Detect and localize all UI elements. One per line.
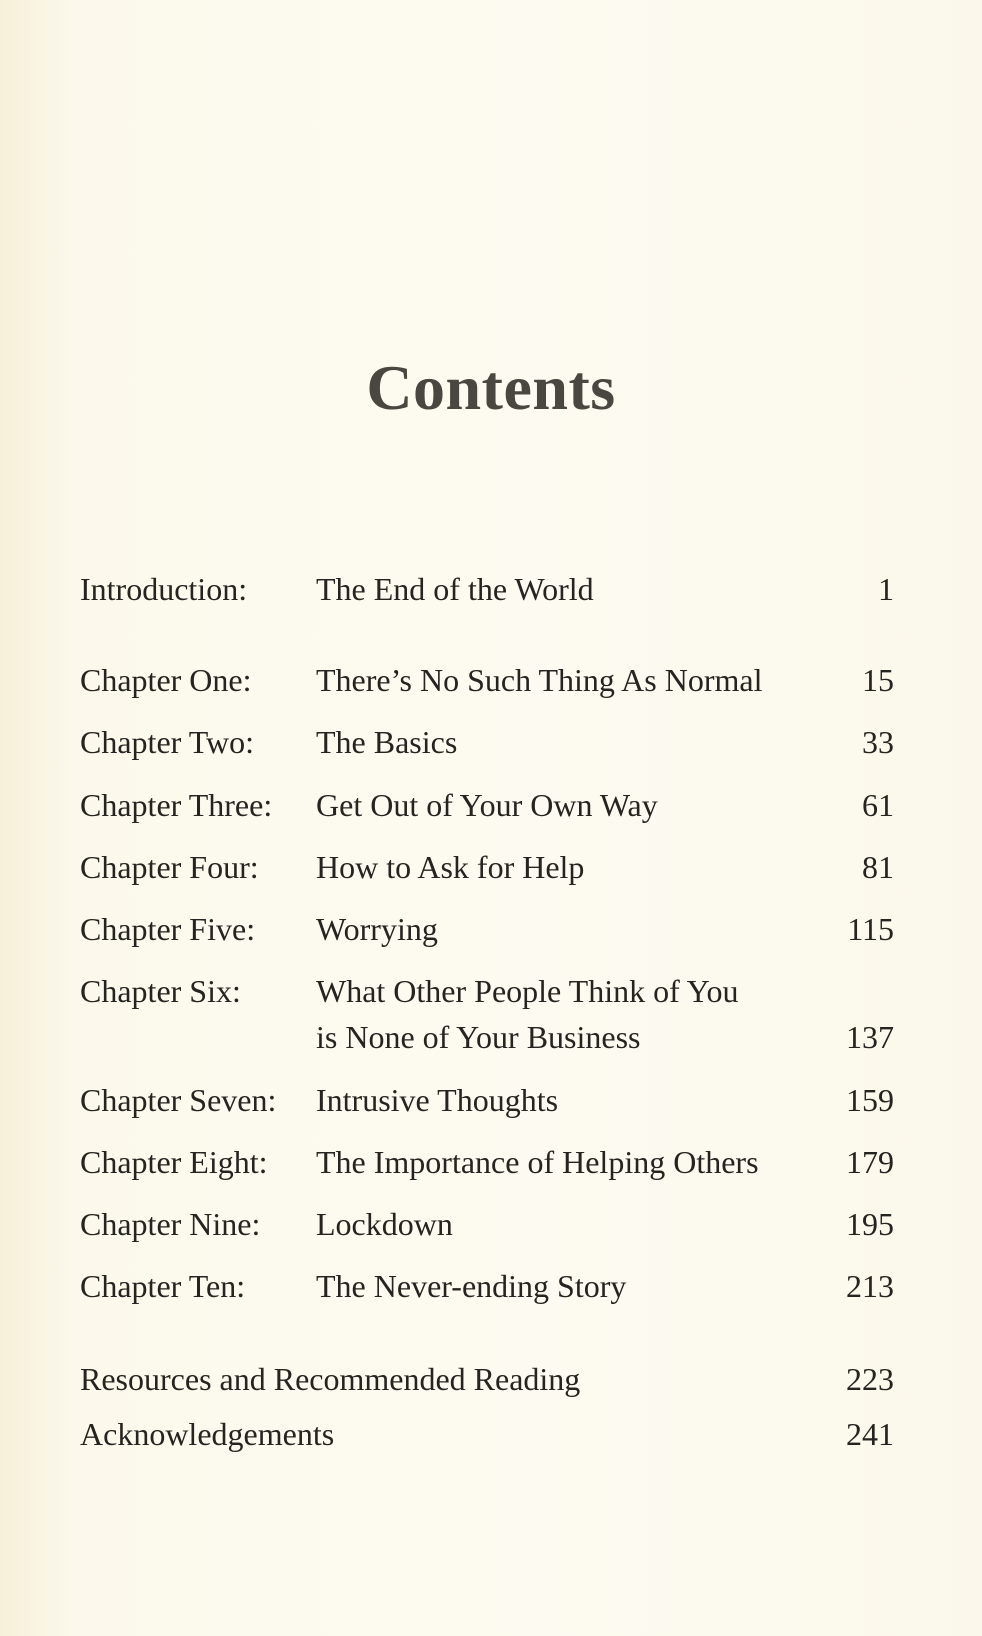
toc-page-number: 159 bbox=[846, 1082, 894, 1118]
toc-title: The End of the World bbox=[316, 571, 594, 607]
toc-page-number: 223 bbox=[846, 1361, 894, 1397]
toc-page-number: 241 bbox=[846, 1416, 894, 1452]
toc-label: Chapter Two: bbox=[80, 724, 255, 760]
toc-title: Lockdown bbox=[316, 1206, 453, 1242]
toc-title: The Never-ending Story bbox=[316, 1268, 627, 1304]
toc-label: Chapter Nine: bbox=[80, 1206, 261, 1242]
toc-page-number: 137 bbox=[846, 1019, 894, 1055]
toc-page-number: 15 bbox=[862, 662, 894, 698]
toc-page-number: 33 bbox=[862, 724, 894, 760]
toc-label: Chapter Seven: bbox=[80, 1082, 277, 1118]
toc-title: Get Out of Your Own Way bbox=[316, 787, 658, 823]
toc-page-number: 195 bbox=[846, 1206, 894, 1242]
toc-label: Chapter One: bbox=[80, 662, 252, 698]
toc-page-number: 179 bbox=[846, 1144, 894, 1180]
toc-page-number: 213 bbox=[846, 1268, 894, 1304]
toc-page-number: 81 bbox=[862, 849, 894, 885]
toc-label: Chapter Four: bbox=[80, 849, 259, 885]
toc-title: There’s No Such Thing As Normal bbox=[316, 662, 763, 698]
toc-title: Acknowledgements bbox=[80, 1416, 335, 1452]
toc-label: Chapter Five: bbox=[80, 911, 256, 947]
toc-label: Chapter Eight: bbox=[80, 1144, 268, 1180]
toc-title: Worrying bbox=[316, 911, 438, 947]
toc-page-number: 115 bbox=[847, 911, 894, 947]
toc-page-number: 61 bbox=[862, 787, 894, 823]
toc-label: Chapter Three: bbox=[80, 787, 273, 823]
toc-label: Introduction: bbox=[80, 571, 248, 607]
toc-page-number: 1 bbox=[878, 571, 894, 607]
toc-title: Intrusive Thoughts bbox=[316, 1082, 559, 1118]
toc-title: Resources and Recommended Reading bbox=[80, 1361, 581, 1397]
toc-title: How to Ask for Help bbox=[316, 849, 585, 885]
toc-title: The Basics bbox=[316, 724, 458, 760]
toc-label: Chapter Ten: bbox=[80, 1268, 246, 1304]
page-title: Contents bbox=[366, 352, 616, 423]
toc-title-line-1: What Other People Think of You bbox=[316, 973, 739, 1009]
toc-title: The Importance of Helping Others bbox=[316, 1144, 759, 1180]
toc-label: Chapter Six: bbox=[80, 973, 241, 1009]
toc-title-line-2: is None of Your Business bbox=[316, 1019, 641, 1055]
